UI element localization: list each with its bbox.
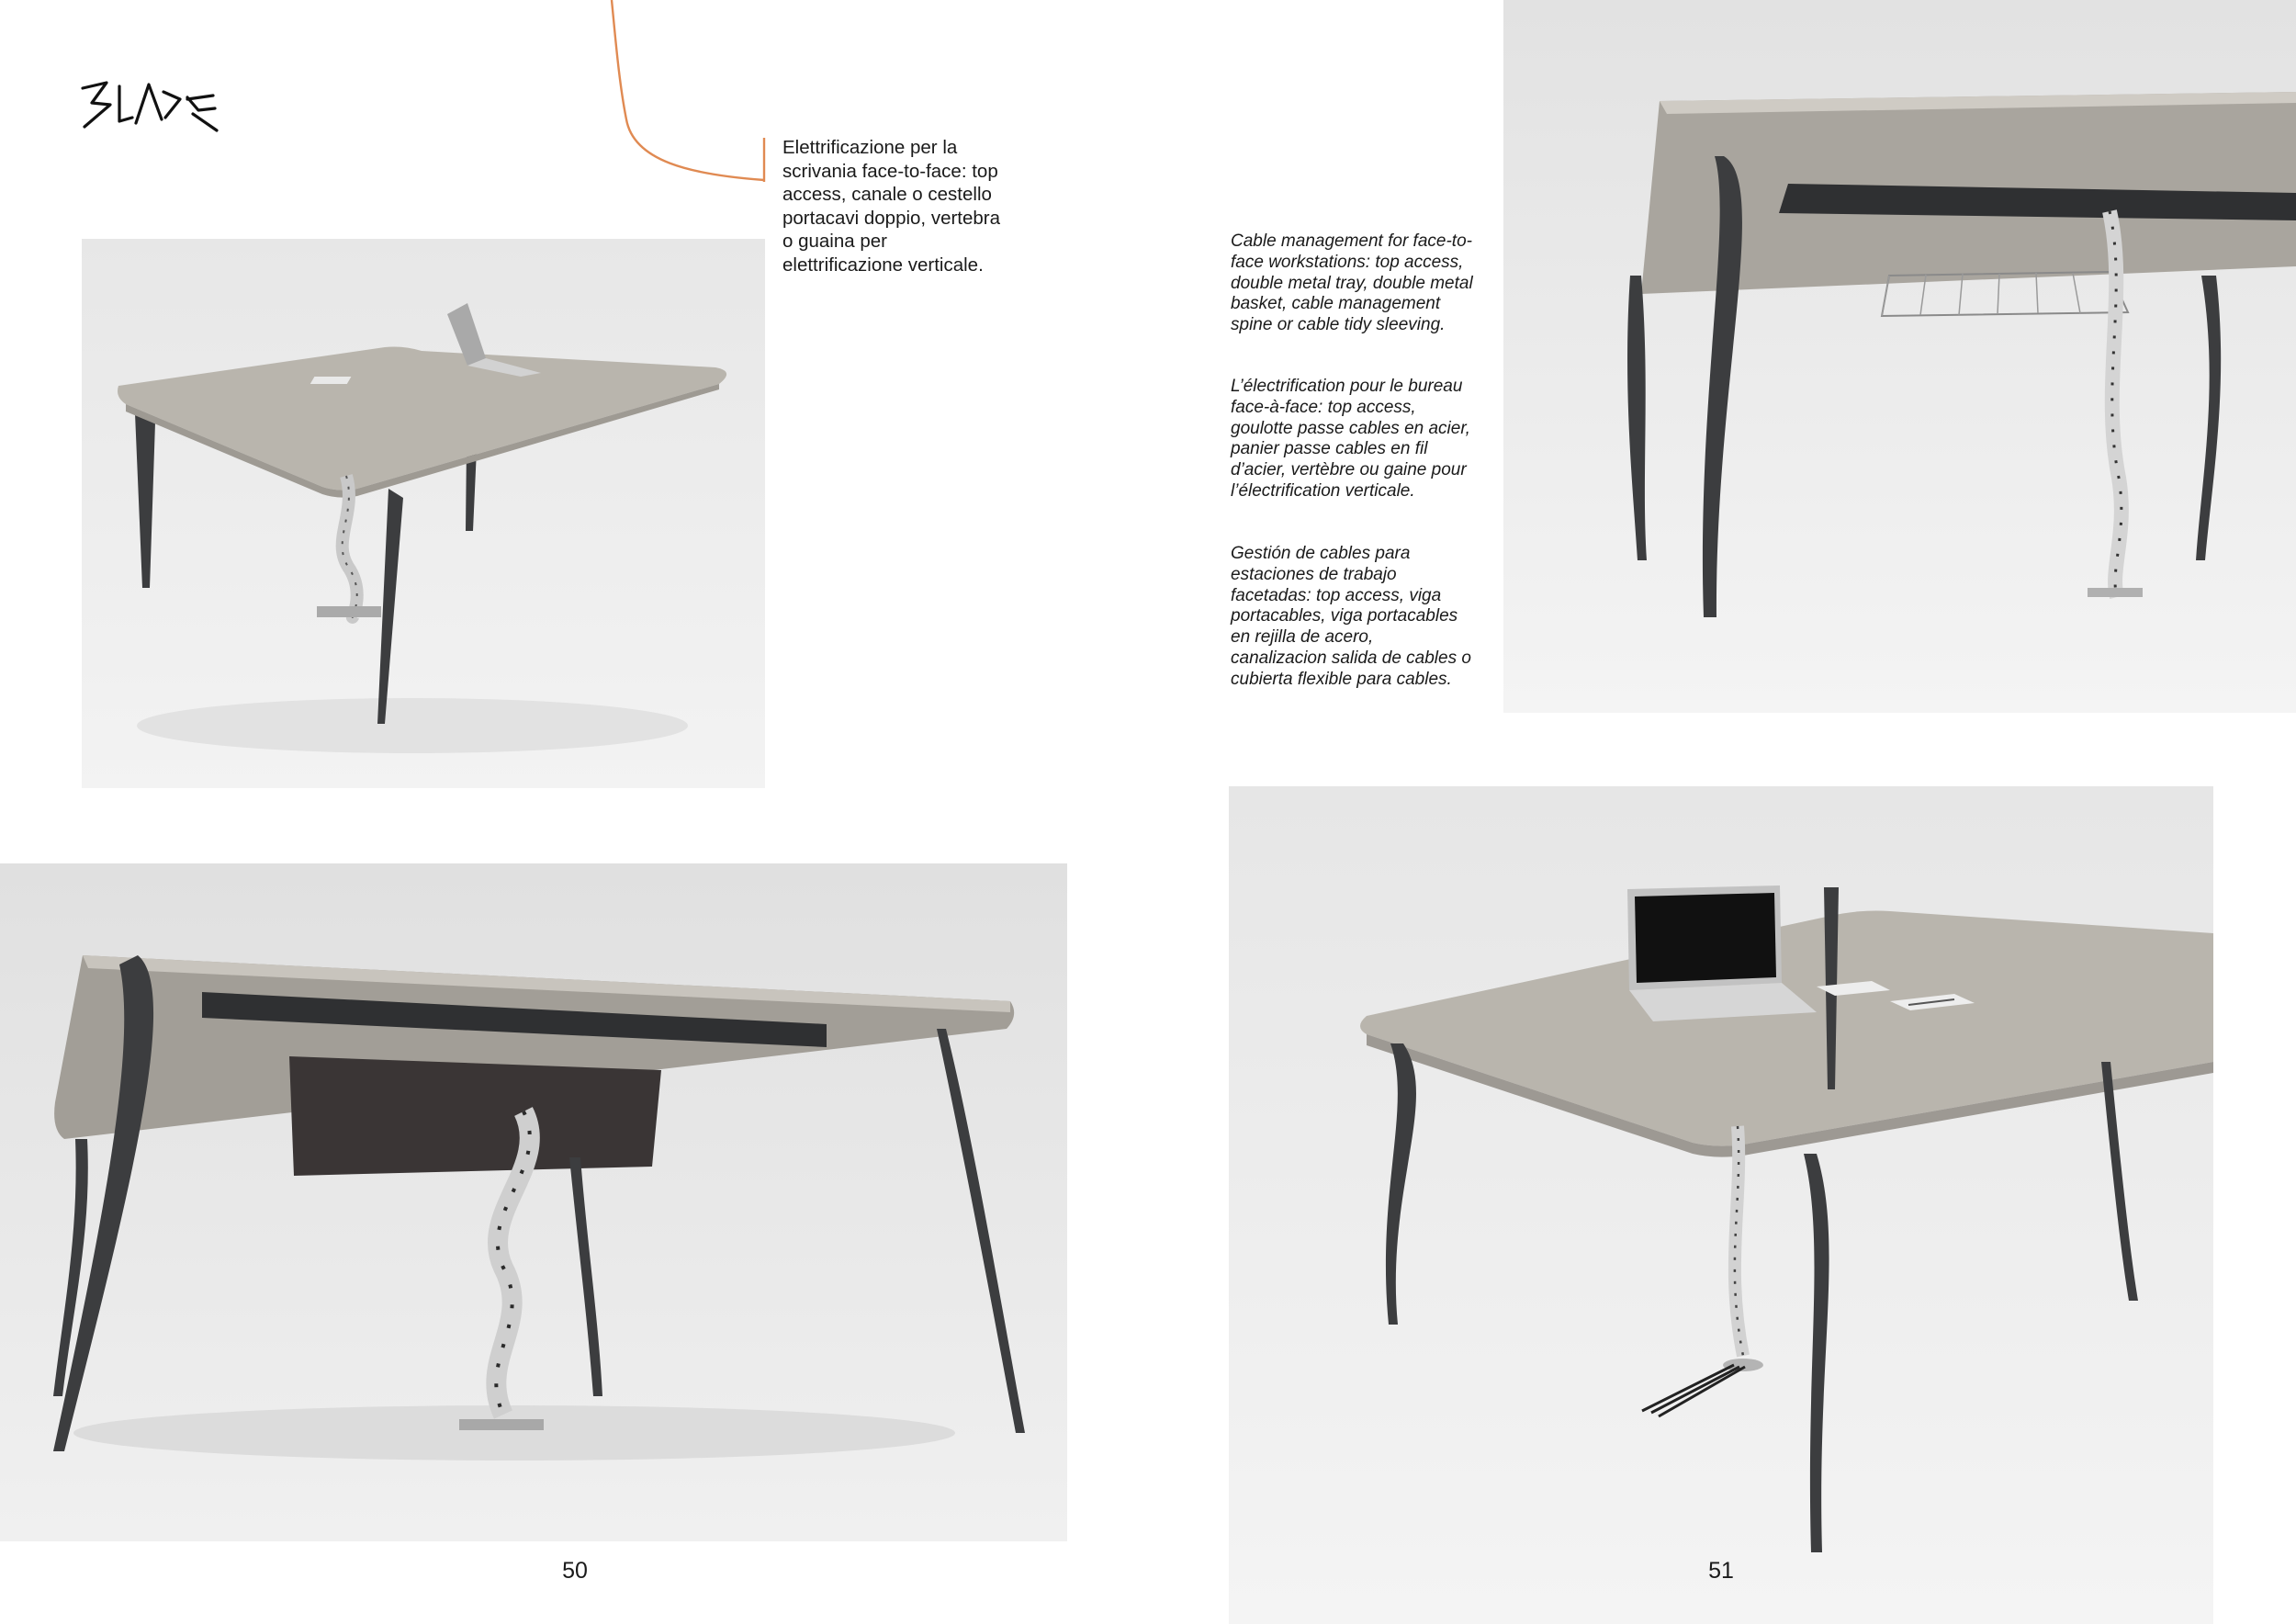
description-french: L’électrification pour le bureau face-à-face: top access, goulotte passe cables en acier, panier passe cables en fil d’acier, vertèbre ou gaine pour l’électrification verticale. xyxy=(1231,377,1470,501)
photo-table-underside-basket xyxy=(1503,0,2296,713)
description-italian: Elettrificazione per la scrivania face-to-face: top access, canale o cestello portacavi doppio, vertebra o guaina per elettrificazione verticale. xyxy=(782,137,1001,276)
blade-logo-icon xyxy=(79,75,226,140)
page-number-left: 50 xyxy=(562,1558,588,1584)
photo-table-underside-tray xyxy=(0,863,1067,1541)
accent-connector-line xyxy=(606,0,771,184)
brand-logo xyxy=(79,75,226,140)
page-number-right: 51 xyxy=(1708,1558,1734,1584)
description-english: Cable management for face-to-face workstations: top access, double metal tray, double metal basket, cable management spine or cable tidy sleeving. xyxy=(1231,231,1473,335)
photo-table-top-view xyxy=(82,239,765,788)
photo-table-with-laptop xyxy=(1229,786,2213,1624)
description-spanish: Gestión de cables para estaciones de trabajo facetadas: top access, viga portacables, viga portacables en rejilla de acero, canalizacion salida de cables o cubierta flexible para cables. xyxy=(1231,544,1471,689)
